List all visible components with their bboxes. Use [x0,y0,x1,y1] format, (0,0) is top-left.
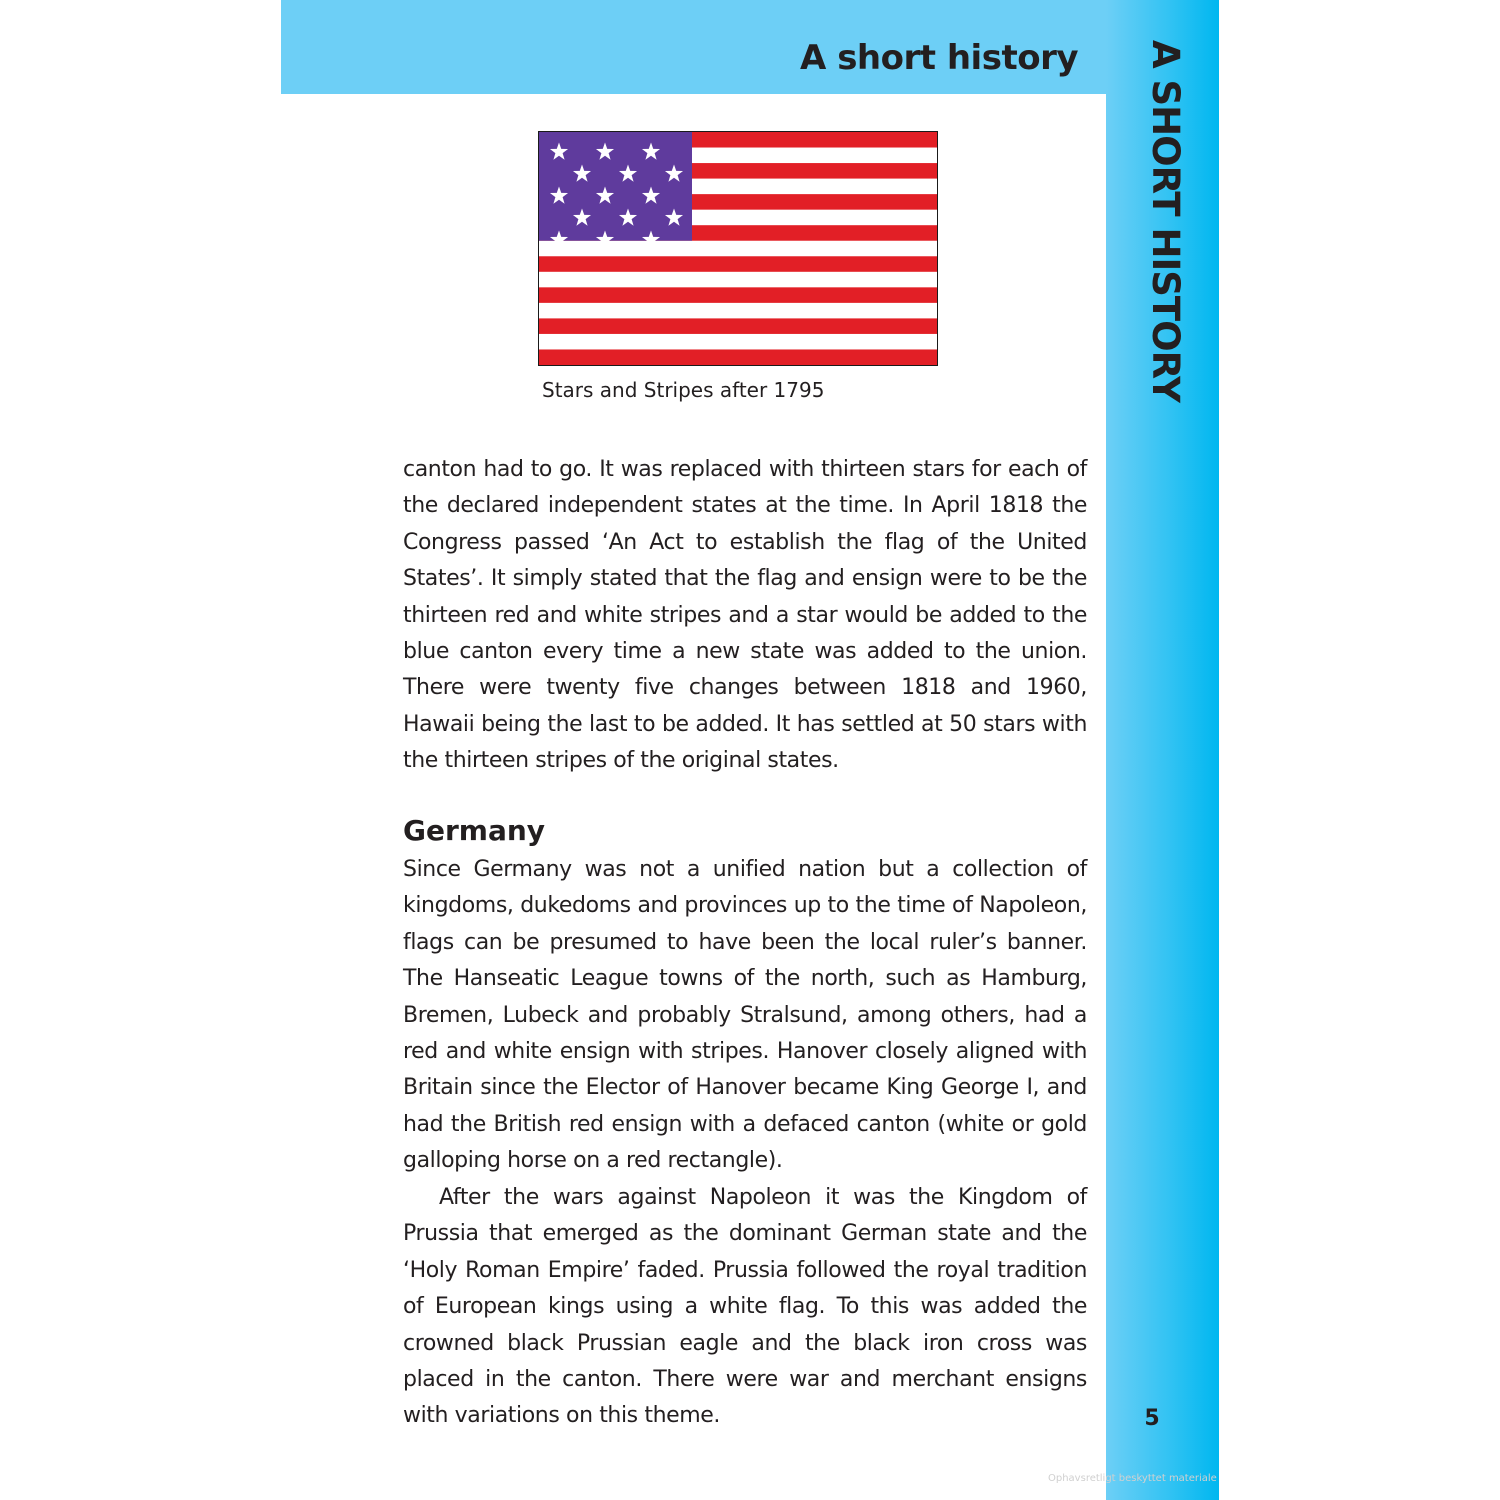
paragraph-us-flag: canton had to go. It was replaced with thirteen stars for each of the declared independent states at the time. In April 1818 the Congress passed ‘An Act to establish the flag of the United States’. It simply stated that the flag and ensign were to be the thirteen red and white stripes and a star would be added to the blue canton every time a new state was added to the union. There were twenty five changes between 1818 and 1960, Hawaii being the last to be added. It has settled at 50 stars with the thirteen stripes of the original states. [403,457,1087,774]
paragraph-germany-1: Since Germany was not a unified nation but a collection of kingdoms, dukedoms and provinces up to the time of Napoleon, flags can be presumed to have been the local ruler’s banner. The Hanseatic League towns of the north, such as Hamburg, Bremen, Lubeck and probably Stralsund, among others, had a red and white ensign with stripes. Hanover closely aligned with Britain since the Elector of Hanover became King George I, and had the British red ensign with a defaced canton (white or gold galloping horse on a red rectangle). [403,857,1087,1174]
flag-stripe [539,349,937,365]
flag-stripe [539,241,937,257]
page-number: 5 [1144,1406,1160,1431]
section-heading-germany: Germany [403,814,546,847]
flag-stripe [539,272,937,288]
us-flag-15-stars-icon [538,131,938,366]
side-title: A SHORT HISTORY [1144,40,1187,402]
flag-stripe [539,318,937,334]
header-title: A short history [800,38,1078,78]
flag-stripe [539,256,937,272]
flag-stripe [539,287,937,303]
flag-stripe [539,334,937,350]
flag-stripe [539,303,937,319]
paragraph-germany-2: After the wars against Napoleon it was the Kingdom of Prussia that emerged as the dominant German state and the ‘Holy Roman Empire’ faded. Prussia followed the royal tradition of European kings using a white flag. To this was added the crowned black Prussian eagle and the black iron cross was placed in the canton. There were war and merchant ensigns with variations on this theme. [403,1185,1087,1429]
figure-caption: Stars and Stripes after 1795 [542,378,825,402]
watermark: Ophavsretligt beskyttet materiale [1048,1473,1217,1484]
flag-graphic [539,132,937,365]
header-band [281,0,1106,94]
